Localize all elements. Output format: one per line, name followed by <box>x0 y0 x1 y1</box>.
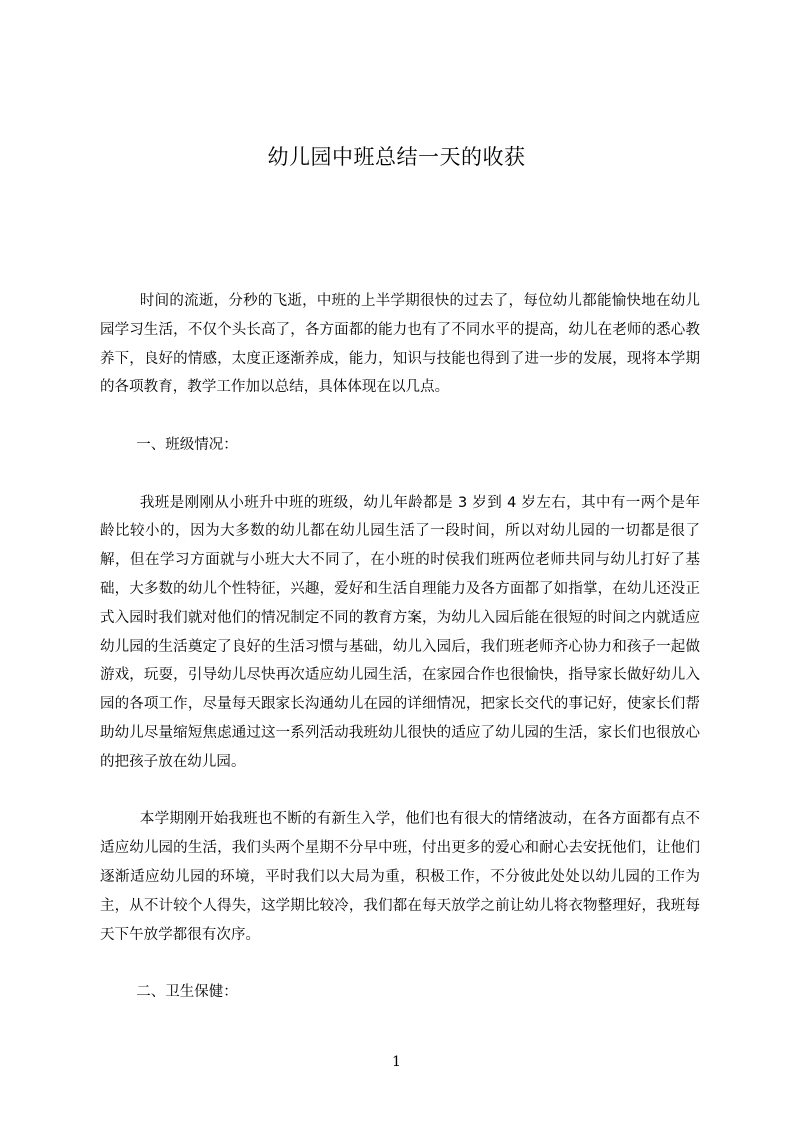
section-heading-class-situation: 一、班级情况： <box>136 436 238 453</box>
document-body <box>100 287 700 1007</box>
intro-paragraph: 时间的流逝，分秒的飞逝，中班的上半学期很快的过去了，每位幼儿都能愉快地在幼儿园学习生活，不仅个头长高了，各方面都的能力也有了不同水平的提高，幼儿在老师的悉心教养下，良好的情感，太度正逐渐养成，能力，知识与技能也得到了进一步的发展，现将本学期的各项教育，教学工作加以总结，具体体现在以几点。 <box>100 293 700 396</box>
page-number: 1 <box>392 1054 401 1070</box>
paragraph-gap <box>100 777 700 806</box>
paragraph-gap <box>100 949 700 978</box>
paragraph-gap <box>100 460 700 489</box>
class-situation-paragraph-2: 本学期刚开始我班也不断的有新生入学，他们也有很大的情绪波动，在各方面都有点不适应幼儿园的生活，我们头两个星期不分早中班，付出更多的爱心和耐心去安抚他们，让他们逐渐适应幼儿园的环境，平时我们以大局为重，积极工作，不分彼此处处以幼儿园的工作为主，从不计较个人得失，这学期比较冷，我们都在每天放学之前让幼儿将衣物整理好，我班每天下午放学都很有次序。 <box>100 811 700 943</box>
paragraph-gap <box>100 402 700 431</box>
section-heading-health-care: 二、卫生保健： <box>136 984 238 1001</box>
class-situation-paragraph-1: 我班是刚刚从小班升中班的班级，幼儿年龄都是 3 岁到 4 岁左右，其中有一两个是年龄比较小的，因为大多数的幼儿都在幼儿园生活了一段时间，所以对幼儿园的一切都是很了解，但在学习方面就与小班大大不同了，在小班的时侯我们班两位老师共同与幼儿打好了基础，大多数的幼儿个性特征，兴趣，爱好和生活自理能力及各方面都了如指掌，在幼儿还没正式入园时我们就对他们的情况制定不同的教育方案，为幼儿入园后能在很短的时间之内就适应幼儿园的生活奠定了良好的生活习惯与基础，幼儿入园后，我们班老师齐心协力和孩子一起做游戏，玩耍，引导幼儿尽快再次适应幼儿园生活，在家园合作也很愉快，指导家长做好幼儿入园的各项工作，尽量每天跟家长沟通幼儿在园的详细情况，把家长交代的事记好，使家长们帮助幼儿尽量缩短焦虑通过这一系列活动我班幼儿很快的适应了幼儿园的生活，家长们也很放心的把孩子放在幼儿园。 <box>100 494 700 770</box>
document-title: 幼儿园中班总结一天的收获 <box>267 145 526 169</box>
